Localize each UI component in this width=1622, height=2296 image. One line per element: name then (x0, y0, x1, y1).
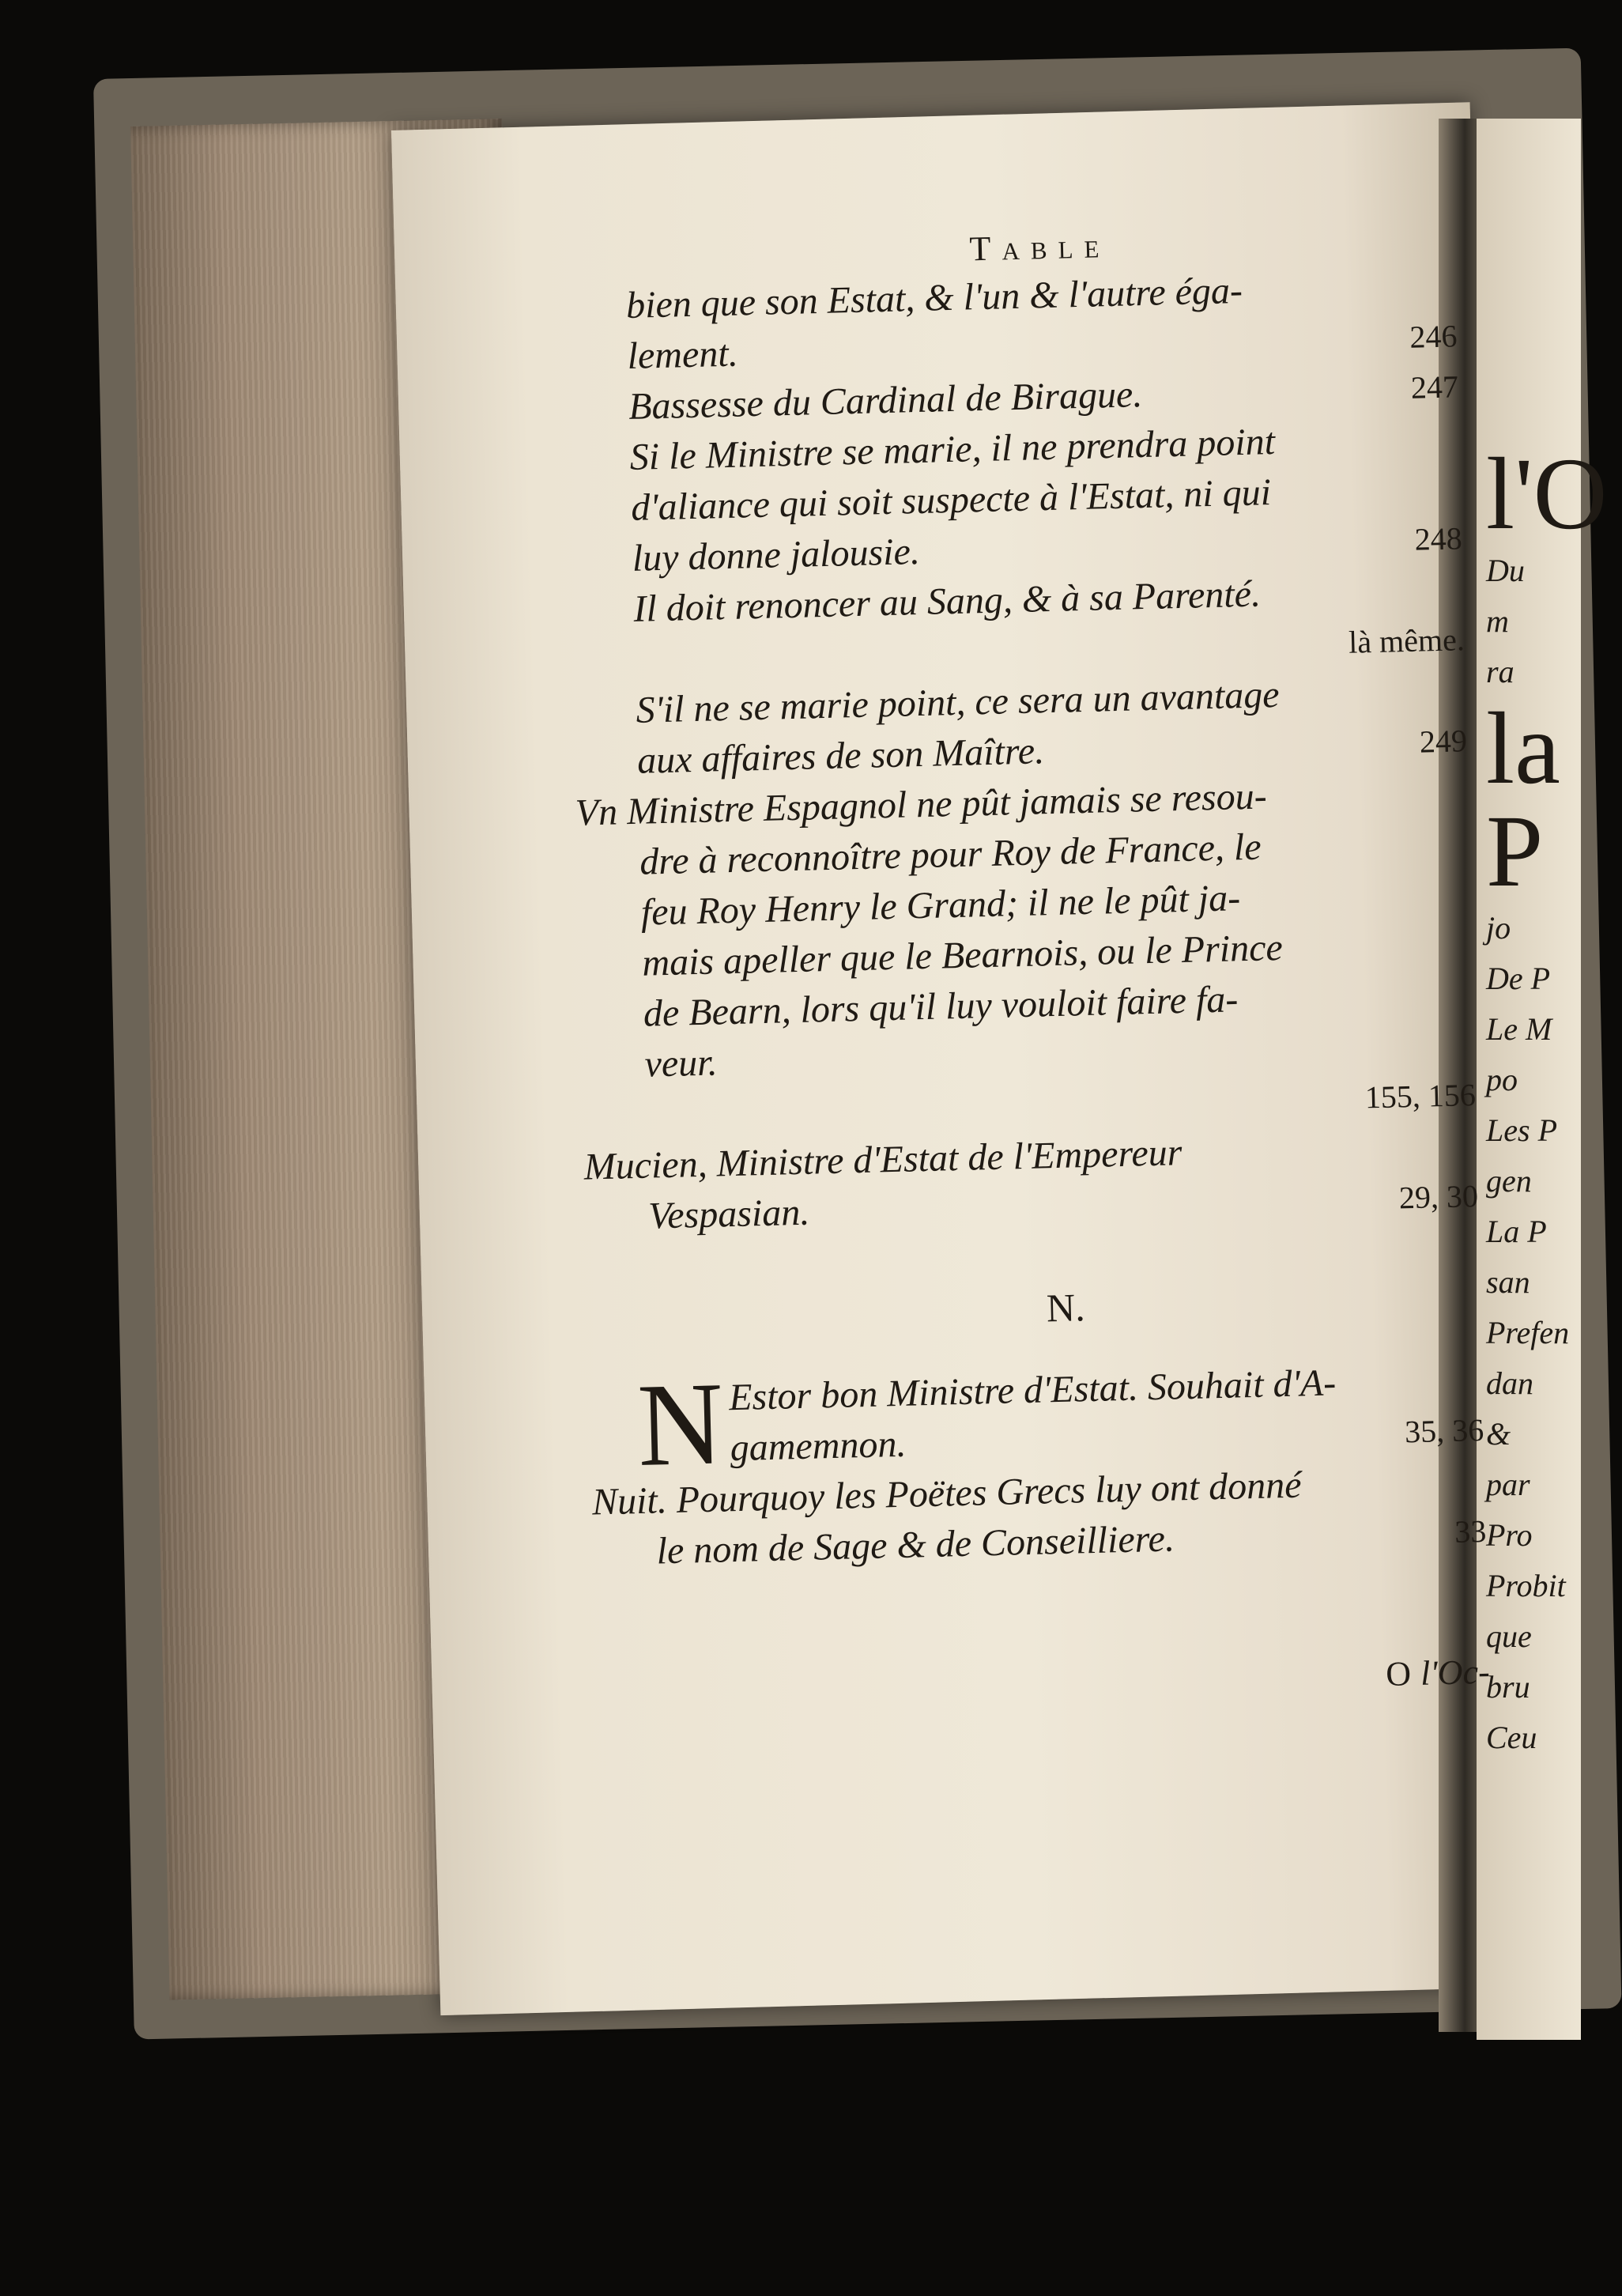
fragment: Probit (1486, 1568, 1566, 1603)
page-reference: 247 (1410, 368, 1459, 406)
fragment: Ceu (1486, 1720, 1537, 1755)
page-reference: 249 (1419, 723, 1468, 760)
index-entry-line: d'aliance qui soit suspecte à l'Estat, ni qui (630, 471, 1272, 529)
drop-capital: N (636, 1358, 726, 1492)
running-head: Table (968, 226, 1111, 269)
index-entry-line: dre à reconnoître pour Roy de France, le (639, 825, 1262, 883)
fragment: dan (1486, 1365, 1533, 1401)
page-reference: 155, 156 (1364, 1077, 1477, 1116)
index-entry-line: aux affaires de son Maître. 249 (636, 716, 1467, 787)
index-entry-line: veur. (643, 1041, 719, 1086)
index-entry-line: de Bearn, lors qu'il luy vouloit faire fa- (643, 978, 1239, 1035)
fragment: De P (1486, 961, 1551, 996)
index-entry-line: Mucien, Ministre d'Estat de l'Empereur (583, 1131, 1183, 1188)
index-entry-line: Bassesse du Cardinal de Birague. 247 (628, 361, 1458, 432)
fragment: ra (1486, 654, 1514, 689)
fragment: san (1486, 1264, 1530, 1300)
index-entry-line: bien que son Estat, & l'un & l'autre éga- (625, 269, 1243, 327)
page-reference: 248 (1414, 520, 1463, 557)
index-entry-line: Nuit. Pourquoy les Poëtes Grecs luy ont donné (591, 1463, 1303, 1524)
page-reference: 33 (1454, 1512, 1487, 1550)
fragment: jo (1486, 910, 1511, 946)
fragment: Prefen (1486, 1315, 1570, 1350)
fragment: Du (1486, 553, 1525, 588)
index-entry-line: lement. 246 (627, 311, 1458, 382)
catchword: l'Oc- (1420, 1652, 1491, 1693)
index-entry-line: Vespasian. 29, 30 (647, 1171, 1478, 1242)
index-entry-line: S'il ne se marie point, ce sera un avantage (635, 673, 1281, 731)
fragment: bru (1486, 1669, 1530, 1705)
index-entry-line: gamemnon. 35, 36 (654, 1405, 1484, 1476)
index-entry-line: mais apeller que le Bearnois, ou le Prince (641, 926, 1284, 984)
index-text-block (575, 217, 1491, 1722)
fragment: par (1486, 1467, 1530, 1502)
fragment: & (1486, 1416, 1511, 1452)
fragment: gen (1486, 1163, 1532, 1199)
fragment: po (1486, 1062, 1518, 1097)
fragment: la P (1486, 692, 1560, 908)
index-entry-line: luy donne jalousie. 248 (632, 513, 1462, 584)
fragment: m (1486, 603, 1509, 639)
index-entry-line: Estor bon Ministre d'Estat. Souhait d'A- (728, 1361, 1337, 1419)
page-reference: 246 (1409, 318, 1458, 355)
index-entry-line: feu Roy Henry le Grand; il ne le pût ja- (640, 877, 1241, 934)
fragment: Les P (1486, 1112, 1557, 1148)
index-entry-line: Vn Ministre Espagnol ne pût jamais se resou- (575, 775, 1268, 834)
fragment: l'O (1486, 437, 1608, 551)
index-entry-line: Il doit renoncer au Sang, & à sa Parenté. (632, 572, 1262, 630)
right-page-fragments (1486, 437, 1608, 1763)
signature-mark: O (1385, 1654, 1412, 1694)
section-letter-heading: N. (1046, 1285, 1086, 1331)
fragment: que (1486, 1618, 1532, 1654)
fragment: La P (1486, 1214, 1547, 1249)
page-reference: là même. (1348, 621, 1465, 660)
fragment: Le M (1486, 1011, 1552, 1047)
fragment: Pro (1486, 1517, 1533, 1553)
index-entry-line: Si le Ministre se marie, il ne prendra point (629, 420, 1276, 478)
n-section (591, 1354, 1487, 1577)
page-reference: 29, 30 (1398, 1177, 1479, 1216)
page-reference: 35, 36 (1404, 1411, 1484, 1450)
index-entry-line: le nom de Sage & de Conseilliere. 33 (656, 1506, 1487, 1577)
